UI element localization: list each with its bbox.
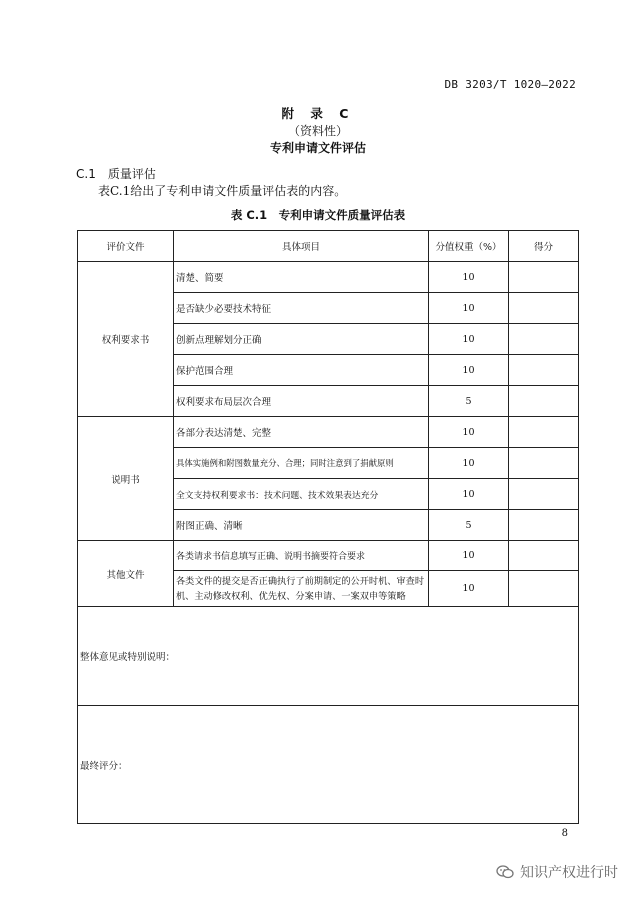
weight-cell: 10 [429, 262, 509, 293]
header-score: 得分 [509, 231, 579, 262]
table-row [78, 417, 579, 448]
item-cell: 具体实施例和附图数量充分、合理；同时注意到了捐献原则 [174, 448, 429, 479]
section-number: C.1 [76, 167, 96, 181]
overall-comments-row [78, 607, 579, 706]
item-cell: 保护范围合理 [174, 355, 429, 386]
weight-cell: 10 [429, 293, 509, 324]
item-cell: 全文支持权利要求书：技术问题、技术效果表达充分 [174, 479, 429, 510]
score-cell[interactable] [509, 541, 579, 571]
item-cell: 清楚、简要 [174, 262, 429, 293]
overall-comments-label[interactable]: 整体意见或特别说明： [78, 607, 579, 706]
section-body: 表C.1给出了专利申请文件质量评估表的内容。 [98, 184, 347, 198]
group-description: 说明书 [78, 417, 174, 541]
score-cell[interactable] [509, 510, 579, 541]
evaluation-table [77, 230, 579, 824]
header-weight: 分值权重（%） [429, 231, 509, 262]
item-cell: 各部分表达清楚、完整 [174, 417, 429, 448]
item-cell: 创新点理解划分正确 [174, 324, 429, 355]
wechat-icon [496, 865, 514, 879]
appendix-nature: （资料性） [287, 124, 348, 138]
score-cell[interactable] [509, 448, 579, 479]
table-row [78, 541, 579, 571]
doc-number: DB 3203/T 1020—2022 [444, 78, 576, 91]
weight-cell: 10 [429, 417, 509, 448]
score-cell[interactable] [509, 324, 579, 355]
score-cell[interactable] [509, 386, 579, 417]
weight-cell: 10 [429, 324, 509, 355]
score-cell[interactable] [509, 355, 579, 386]
weight-cell: 5 [429, 510, 509, 541]
group-other: 其他文件 [78, 541, 174, 607]
item-cell: 权利要求布局层次合理 [174, 386, 429, 417]
weight-cell: 5 [429, 386, 509, 417]
header-doc: 评价文件 [78, 231, 174, 262]
weight-cell: 10 [429, 448, 509, 479]
item-cell: 是否缺少必要技术特征 [174, 293, 429, 324]
table-caption: 表 C.1 专利申请文件质量评估表 [230, 208, 406, 222]
header-item: 具体项目 [174, 231, 429, 262]
section-title: 质量评估 [107, 167, 156, 181]
score-cell[interactable] [509, 571, 579, 607]
table-header-row [78, 231, 579, 262]
item-cell: 附图正确、清晰 [174, 510, 429, 541]
item-cell: 各类请求书信息填写正确、说明书摘要符合要求 [174, 541, 429, 571]
weight-cell: 10 [429, 541, 509, 571]
weight-cell: 10 [429, 479, 509, 510]
score-cell[interactable] [509, 417, 579, 448]
section-heading [76, 165, 156, 182]
weight-cell: 10 [429, 571, 509, 607]
page-number: 8 [561, 828, 568, 839]
final-score-row [78, 706, 579, 824]
score-cell[interactable] [509, 479, 579, 510]
appendix-title: 专利申请文件评估 [269, 141, 366, 155]
item-cell: 各类文件的提交是否正确执行了前期制定的公开时机、审查时机、主动修改权利、优先权、分案申请、一案双申等策略 [174, 571, 429, 607]
score-cell[interactable] [509, 262, 579, 293]
weight-cell: 10 [429, 355, 509, 386]
footer-text: 知识产权进行时 [520, 865, 618, 881]
footer-watermark [496, 862, 618, 882]
appendix-label: 附 录 C [281, 106, 355, 121]
final-score-label[interactable]: 最终评分： [78, 706, 579, 824]
score-cell[interactable] [509, 293, 579, 324]
table-row [78, 262, 579, 293]
group-claims: 权利要求书 [78, 262, 174, 417]
